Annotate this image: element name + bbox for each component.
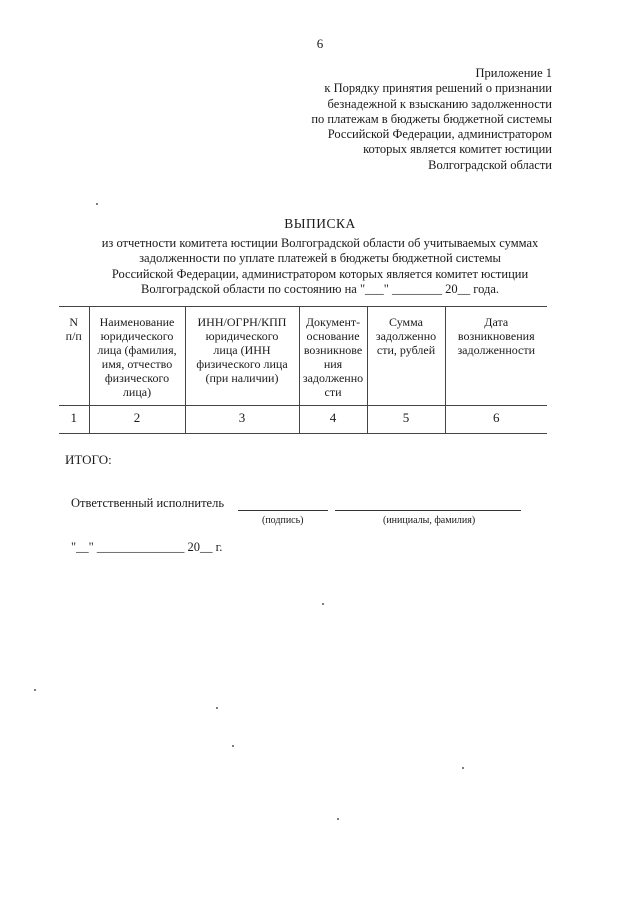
header-cell-line: задолженно [375,329,437,343]
column-number-cell: 2 [89,406,185,434]
scan-speck [96,203,98,205]
appendix-line: к Порядку принятия решений о признании [324,81,552,96]
signature-line [238,510,328,511]
responsible-executor-label: Ответственный исполнитель [71,496,225,510]
header-cell [185,307,299,406]
header-cell-line: ния [323,357,343,371]
subtitle-line: Волгоградской области по состоянию на "___" ________ 20__ года. [140,281,500,296]
header-cell-line: лица) [122,385,152,399]
column-number-cell: 4 [299,406,367,434]
header-cell-line: Документ- [305,315,361,329]
header-cell-line: сти, рублей [376,343,436,357]
header-cell-line: юридического [205,329,279,343]
header-cell-line: Дата [484,315,509,329]
scan-speck [216,707,218,709]
subtitle-line: задолженности по уплате платежей в бюджеты бюджетной системы [139,251,501,266]
header-cell-line: сти [324,385,342,399]
scan-speck [462,767,464,769]
header-cell-line: юридического [100,329,174,343]
header-cell-line: имя, отчество [101,357,173,371]
document-subtitle [60,236,580,297]
header-cell-line: возникнове [303,343,363,357]
header-cell-line: лица (ИНН [213,343,271,357]
appendix-line: по платежам в бюджеты бюджетной системы [311,111,552,126]
header-cell-line: физического [104,371,170,385]
header-cell [367,307,445,406]
document-title: ВЫПИСКА [284,216,356,231]
header-cell-line: задолженности [457,343,536,357]
subtitle-line: Российской Федерации, администратором которых является комитет юстиции [111,266,529,281]
column-number-cell: 5 [367,406,445,434]
header-cell [445,307,547,406]
subtitle-line: из отчетности комитета юстиции Волгоградской области об учитываемых суммах [101,236,539,250]
table-header-row [59,307,547,406]
scan-speck [34,689,36,691]
appendix-line: Приложение 1 [475,66,552,80]
appendix-line: которых является комитет юстиции [363,142,552,157]
scan-speck [232,745,234,747]
header-cell-line: ИНН/ОГРН/КПП [197,315,287,329]
name-line [335,510,521,511]
header-cell-line: п/п [65,329,82,343]
header-cell [89,307,185,406]
header-cell [59,307,89,406]
header-cell-line: задолженно [302,371,364,385]
name-caption: (инициалы, фамилия) [383,515,476,526]
header-cell-line: Сумма [389,315,423,329]
header-cell-line: Наименование [99,315,175,329]
header-cell-line: лица (фамилия, [97,343,177,357]
appendix-block [252,66,552,173]
statement-table [59,306,547,434]
table-number-row [59,406,547,434]
header-cell-line: физического лица [196,357,288,371]
scan-speck [322,603,324,605]
header-cell-line: (при наличии) [205,371,279,385]
header-cell-line: возникновения [457,329,535,343]
totals-label: ИТОГО: [65,452,112,467]
appendix-line: Российской Федерации, администратором [327,127,552,142]
column-number-cell: 3 [185,406,299,434]
column-number-cell: 1 [59,406,89,434]
date-line: "__" ______________ 20__ г. [71,540,223,554]
signature-caption: (подпись) [262,515,304,526]
column-number-cell: 6 [445,406,547,434]
header-cell [299,307,367,406]
page-number: 6 [316,36,324,51]
header-cell-line: основание [306,329,360,343]
appendix-line: безнадежной к взысканию задолженности [327,96,552,111]
appendix-line: Волгоградской области [428,157,552,172]
scan-speck [337,818,339,820]
header-cell-line: N [69,315,79,329]
